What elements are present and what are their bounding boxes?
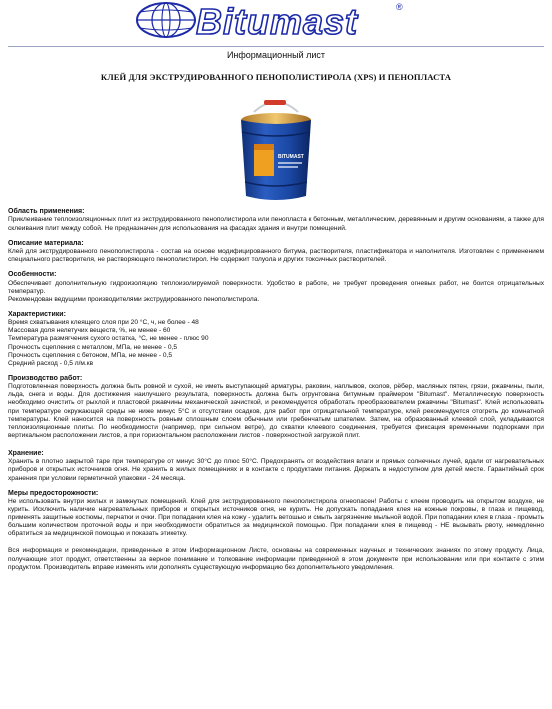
section-heading: Хранение: (8, 449, 44, 457)
section-precautions (8, 490, 544, 539)
brand-logo (0, 0, 552, 46)
section-text: Хранить в плотно закрытой таре при температуре от минус 30°С до плюс 50°С. Предохранять от воздействия влаги и прямых солнечных лучей, вдали от нагревательных приборов и открытых источников огня. Не хранить в жилых помещениях и в контакте с продуктами питания. Держать в недоступном для детей месте. Гарантийный срок хранения при условии герметичной упаковки - 24 месяца. (8, 458, 544, 482)
section-heading: Описание материала: (8, 239, 84, 247)
section-text: Приклеивание теплоизоляционных плит из экструдированного пенополистирола или пенопласта к бетонным, металлическим, деревянным и другим основаниям, а также для склеивания плит между собой. Не предназначен для использования на фасадах здания и внутри помещений. (8, 216, 544, 232)
section-text: Не использовать внутри жилых и замкнутых помещений. Клей для экструдированного пенополистирола огнеопасен! Работы с клеем проводить на открытом воздухе, не курить. Исключить наличие нагревательных приборов и открытых источников огня, не курить. Не допускать попадания клея на кожные покровы, в глаза и пищевод, применять защитные костюмы, перчатки и очки. При попадании клея на кожу - удалить ветошью и смыть загрязнение мыльной водой. При попадании клея в глаза - промыть большим количеством проточной воды и при необходимости обратиться за медицинской помощью. При попадании клея в пищевод - НЕ вызывать рвоту, немедленно обратиться за медицинской помощью и показать этикетку. (8, 498, 544, 538)
section-heading: Меры предосторожности: (8, 489, 99, 497)
bucket-label: BITUMAST (278, 154, 304, 160)
section-text: Клей для экструдированного пенополистирола - состав на основе модифицированного битума, растворителя, пластификатора и наполнителя. Изготовлен с применением специального растворителя, не растворяющего пенополистирол. Не содержит толуола и других токсичных растворителей. (8, 248, 544, 264)
disclaimer-text: Вся информация и рекомендации, приведенные в этом Информационном Листе, основаны на современных научных и технических знаниях по этому продукту. Лица, получающие этот продукт, ответственны за верное понимание и толкование информации приведенной в этом документе при использовании или при контакте с этим продуктом. Производитель вправе изменять или дополнять существующую информацию без дополнительного уведомления. (8, 547, 544, 571)
section-storage (8, 450, 544, 483)
section-heading: Производство работ: (8, 374, 83, 382)
section-heading: Характеристики: (8, 310, 66, 318)
section-description (8, 240, 544, 265)
spec-line: Средний расход - 0,5 л/м.кв (8, 359, 94, 367)
section-application (8, 208, 544, 233)
document-body (8, 208, 544, 579)
section-disclaimer (8, 547, 544, 571)
header-divider (8, 46, 544, 47)
page-subtitle: Информационный лист (226, 50, 326, 60)
section-features (8, 271, 544, 304)
globe-icon (137, 3, 195, 37)
section-characteristics (8, 311, 544, 368)
section-text: Обеспечивает дополнительную гидроизоляцию теплоизолируемой поверхности. Удобство в работе, не требует проведения огневых работ, не боится отрицательных температур. (8, 279, 544, 295)
spec-line: Массовая доля нелетучих веществ, %, не менее - 60 (8, 327, 171, 335)
section-text: Подготовленная поверхность должна быть ровной и сухой, не иметь выступающей арматуры, раковин, наплывов, сколов, рёбер, масляных пятен, грязи, ржавчины, пыли, льда, снега и воды. Для достижения наилучшего результата, поверхность должна быть огрунтована битумным праймером "Bitumast". Металлическую поверхность необходимо очистить от рыхлой и пластовой ржавчины механической зачисткой, и рекомендуется обработать преобразователем ржавчины "Bitumast". Клей использовать при температуре окружающей среды не ниже минус 5°С и отсутствии осадков, для работ при отрицательной температуре, клей рекомендуется отогреть до комнатной температуры. Клей наносится на поверхность ровным сплошным слоем обычным или гребенчатым шпателем. Затем, на образованный клеевой слой, укладываются теплоизоляционные плиты. По необходимости (например, при сильном ветре), до схватки клеевого соединения, требуется фиксация временными подпорками при вертикальном расположении листов, а при горизонтальном расположении листов - поверхностной загрузкой плит. (8, 383, 544, 439)
page-title: КЛЕЙ ДЛЯ ЭКСТРУДИРОВАННОГО ПЕНОПОЛИСТИРОЛА (XPS) И ПЕНОПЛАСТА (100, 72, 452, 82)
spec-line: Температура размягчения сухого остатка, °С, не менее - плюс 90 (8, 335, 209, 343)
section-works (8, 375, 544, 440)
spec-line: Прочность сцепления с бетоном, МПа, не менее - 0,5 (8, 351, 173, 359)
section-heading: Особенности: (8, 271, 57, 279)
section-heading: Область применения: (8, 208, 85, 215)
product-bucket-image (224, 98, 328, 206)
section-text: Рекомендован ведущими производителями экструдированного пенополистирола. (8, 295, 260, 303)
spec-line: Время схватывания клеящего слоя при 20 °С, ч, не более - 48 (8, 319, 199, 327)
registered-mark: ® (396, 2, 403, 12)
brand-name: Bitumast (196, 1, 359, 42)
spec-line: Прочность сцепления с металлом, МПа, не менее - 0,5 (8, 343, 177, 351)
